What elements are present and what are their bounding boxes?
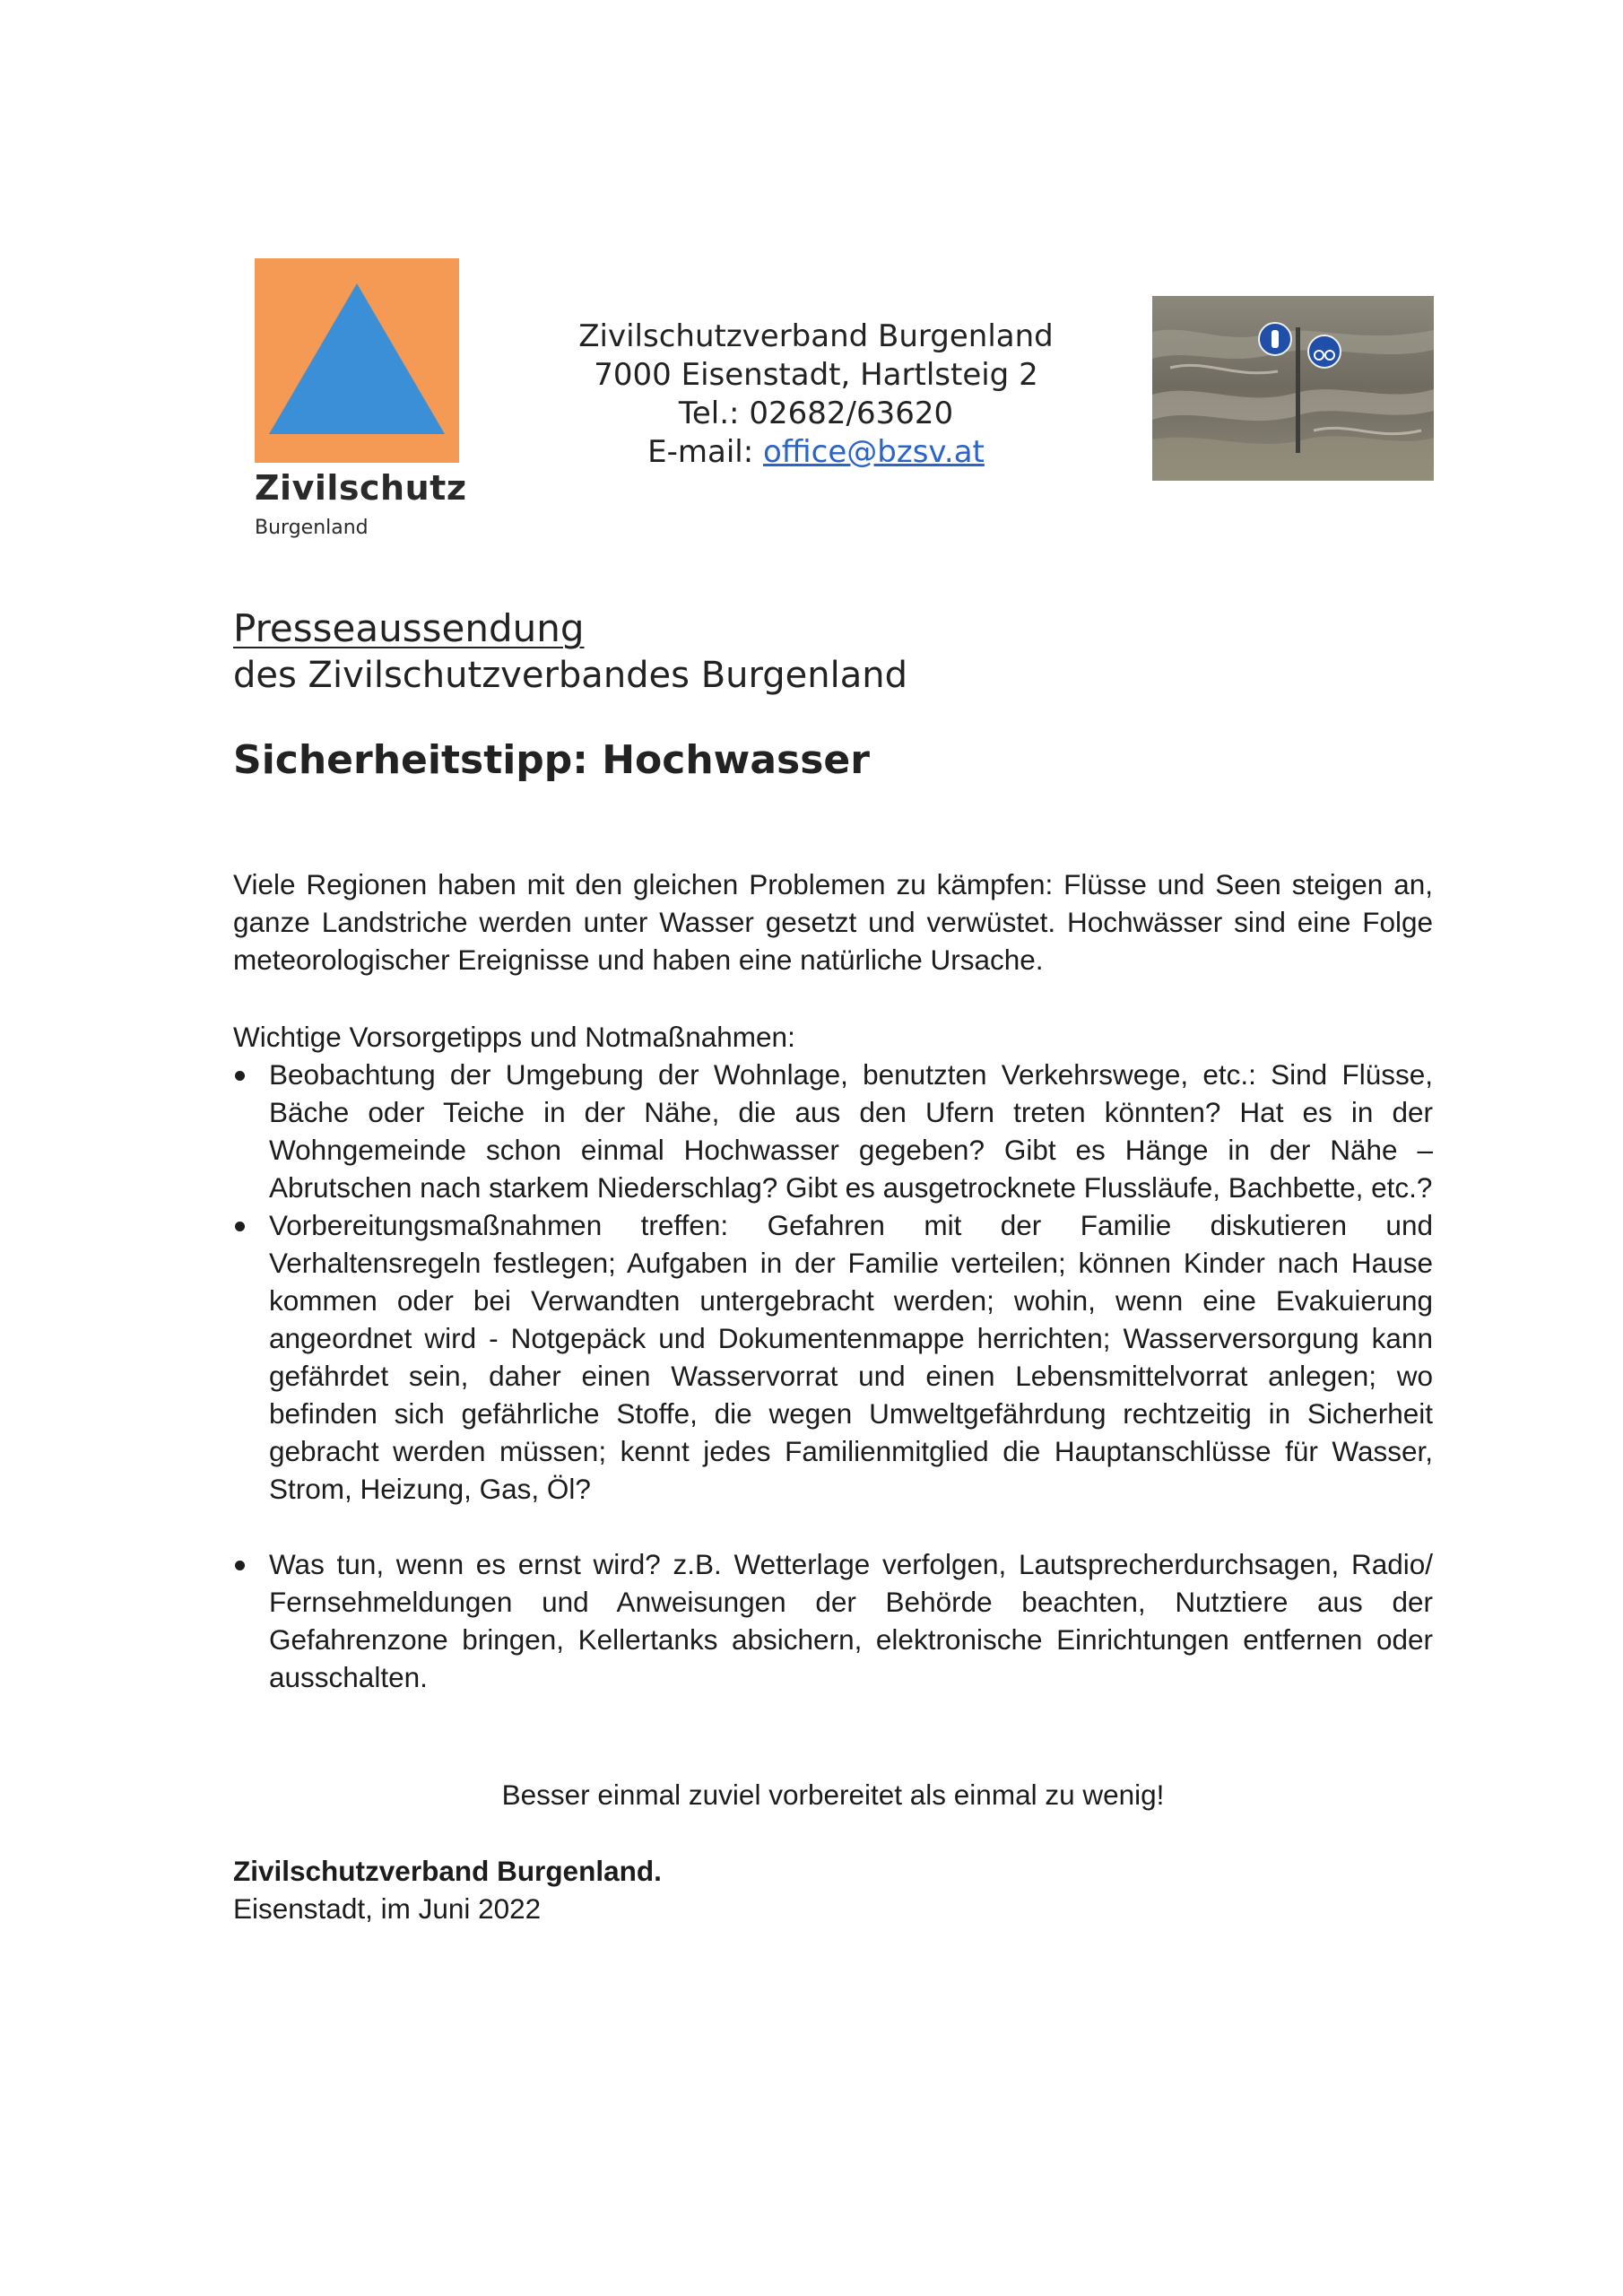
list-item [233, 1056, 1433, 1206]
header-street: 7000 Eisenstadt, Hartlsteig 2 [594, 357, 1038, 393]
header-address [520, 317, 1112, 472]
logo-subtitle: Burgenland [255, 517, 369, 539]
list-item [233, 1545, 1433, 1696]
email-label: E-mail: [647, 434, 754, 470]
tip-text: Vorbereitungsmaßnahmen treffen: Gefahren mit der Familie diskutieren und Verhaltensregeln festlegen; Aufgaben in der Familie verteilen; können Kinder nach Hause kommen oder bei Verwandten untergebracht werden; wohin, wenn eine Evakuierung angeordnet wird - Notgepäck und Dokumentenmappe herrichten; Wasserversorgung kann gefährdet sein, daher einen Wasservorrat und einen Lebensmittelvorrat anlegen; wo befinden sich gefährliche Stoffe, die wegen Umweltgefährdung rechtzeitig in Sicherheit gebracht werden müssen; kennt jedes Familienmitglied die Hauptanschlüsse für Wasser, Strom, Heizung, Gas, Öl? [269, 1209, 1433, 1505]
intro-paragraph: Viele Regionen haben mit den gleichen Problemen zu kämpfen: Flüsse und Seen steigen an, ganze Landstriche werden unter Wasser gesetzt und verwüstet. Hochwässer sind eine Folge meteorologischer Ereignisse und haben eine natürliche Ursache. [233, 868, 1433, 976]
tip-text: Beobachtung der Umgebung der Wohnlage, benutzten Verkehrswege, etc.: Sind Flüsse, Bäche oder Teiche in der Nähe, die aus den Ufern treten könnten? Hat es in der Wohngemeinde schon einmal Hochwasser gegeben? Gibt es Hänge in der Nähe – Abrutschen nach starkem Niederschlag? Gibt es ausgetrocknete Flussläufe, Bachbette, etc.? [269, 1058, 1433, 1204]
bullet-icon [235, 1561, 245, 1570]
press-title: Presseaussendung [233, 606, 585, 650]
signature-place-date: Eisenstadt, im Juni 2022 [233, 1892, 542, 1925]
bullet-icon [235, 1071, 245, 1081]
civil-defence-triangle-icon [255, 258, 459, 463]
zivilschutz-logo [255, 258, 459, 463]
flooded-cycle-path-sign-photo [1152, 296, 1434, 481]
header-org: Zivilschutzverband Burgenland [578, 318, 1054, 354]
tips-list [233, 1056, 1433, 1696]
signature-org: Zivilschutzverband Burgenland. [233, 1855, 662, 1887]
phone-label: Tel.: [678, 396, 740, 431]
tip-title: Sicherheitstipp: Hochwasser [233, 737, 870, 783]
list-item [233, 1206, 1433, 1508]
bullet-icon [235, 1222, 245, 1231]
header-phone-line [520, 395, 1112, 433]
press-subtitle: des Zivilschutzverbandes Burgenland [233, 655, 907, 696]
flood-photo [1152, 296, 1434, 481]
motto: Besser einmal zuviel vorbereitet als einmal zu wenig! [501, 1779, 1165, 1811]
email-link[interactable]: office@bzsv.at [762, 434, 985, 470]
tip-text: Was tun, wenn es ernst wird? z.B. Wetterlage verfolgen, Lautsprecherdurchsagen, Radio/ Fernsehmeldungen und Anweisungen der Behörde beachten, Nutztiere aus der Gefahrenzone bringen, Kellertanks absichern, elektronische Einrichtungen entfernen oder ausschalten. [269, 1548, 1433, 1693]
phone-number: 02682/63620 [749, 396, 954, 431]
logo-title: Zivilschutz [255, 468, 467, 508]
header-email-line [520, 433, 1112, 472]
tips-heading: Wichtige Vorsorgetipps und Notmaßnahmen: [233, 1021, 795, 1053]
